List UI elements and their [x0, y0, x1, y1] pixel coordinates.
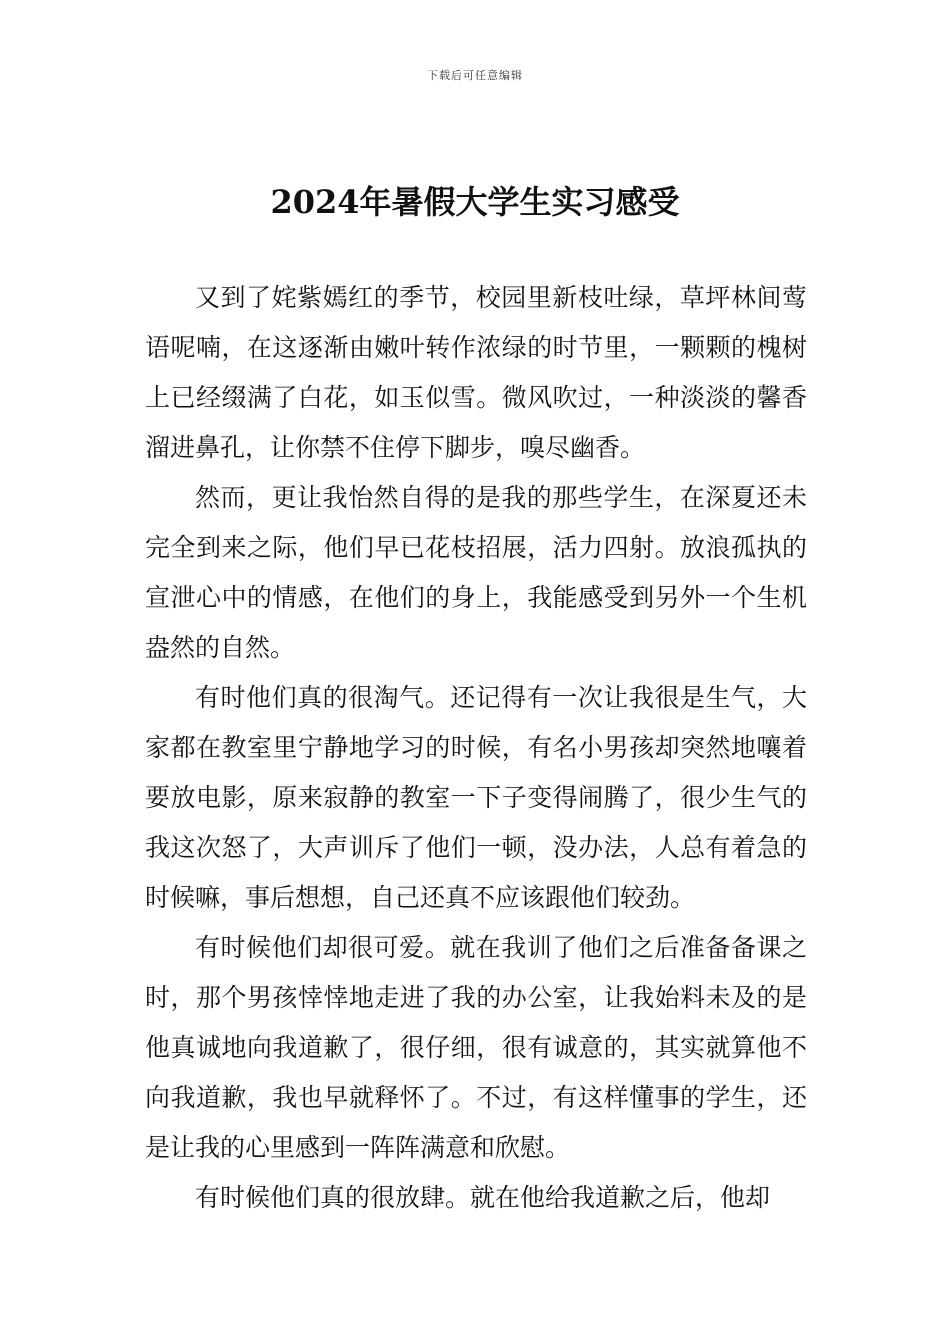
header-note: 下载后可任意编辑 [427, 69, 523, 82]
paragraph-1: 又到了姹紫嫣红的季节，校园里新枝吐绿，草坪林间莺语呢喃，在这逐渐由嫩叶转作浓绿的时节里，一颗颗的槐树上已经缀满了白花，如玉似雪。微风吹过，一种淡淡的馨香溜进鼻孔，让你禁不住停下脚步，嗅尽幽香。 [145, 283, 807, 462]
document-title: 2024年暑假大学生实习感受 [270, 183, 680, 221]
paragraph-3: 有时他们真的很淘气。还记得有一次让我很是生气，大家都在教室里宁静地学习的时候，有名小男孩却突然地嚷着要放电影，原来寂静的教室一下子变得闹腾了，很少生气的我这次怒了，大声训斥了他们一顿，没办法，人总有着急的时候嘛，事后想想，自己还真不应该跟他们较劲。 [145, 683, 807, 912]
paragraph-5: 有时候他们真的很放肆。就在他给我道歉之后，他却 [195, 1183, 771, 1212]
document-body [145, 273, 807, 1223]
paragraph-2: 然而，更让我怡然自得的是我的那些学生，在深夏还未完全到来之际，他们早已花枝招展，活力四射。放浪孤执的宣泄心中的情感，在他们的身上，我能感受到另外一个生机盎然的自然。 [145, 483, 807, 662]
paragraph-4: 有时候他们却很可爱。就在我训了他们之后准备备课之时，那个男孩悻悻地走进了我的办公室，让我始料未及的是他真诚地向我道歉了，很仔细，很有诚意的，其实就算他不向我道歉，我也早就释怀了。不过，有这样懂事的学生，还是让我的心里感到一阵阵满意和欣慰。 [145, 933, 807, 1162]
